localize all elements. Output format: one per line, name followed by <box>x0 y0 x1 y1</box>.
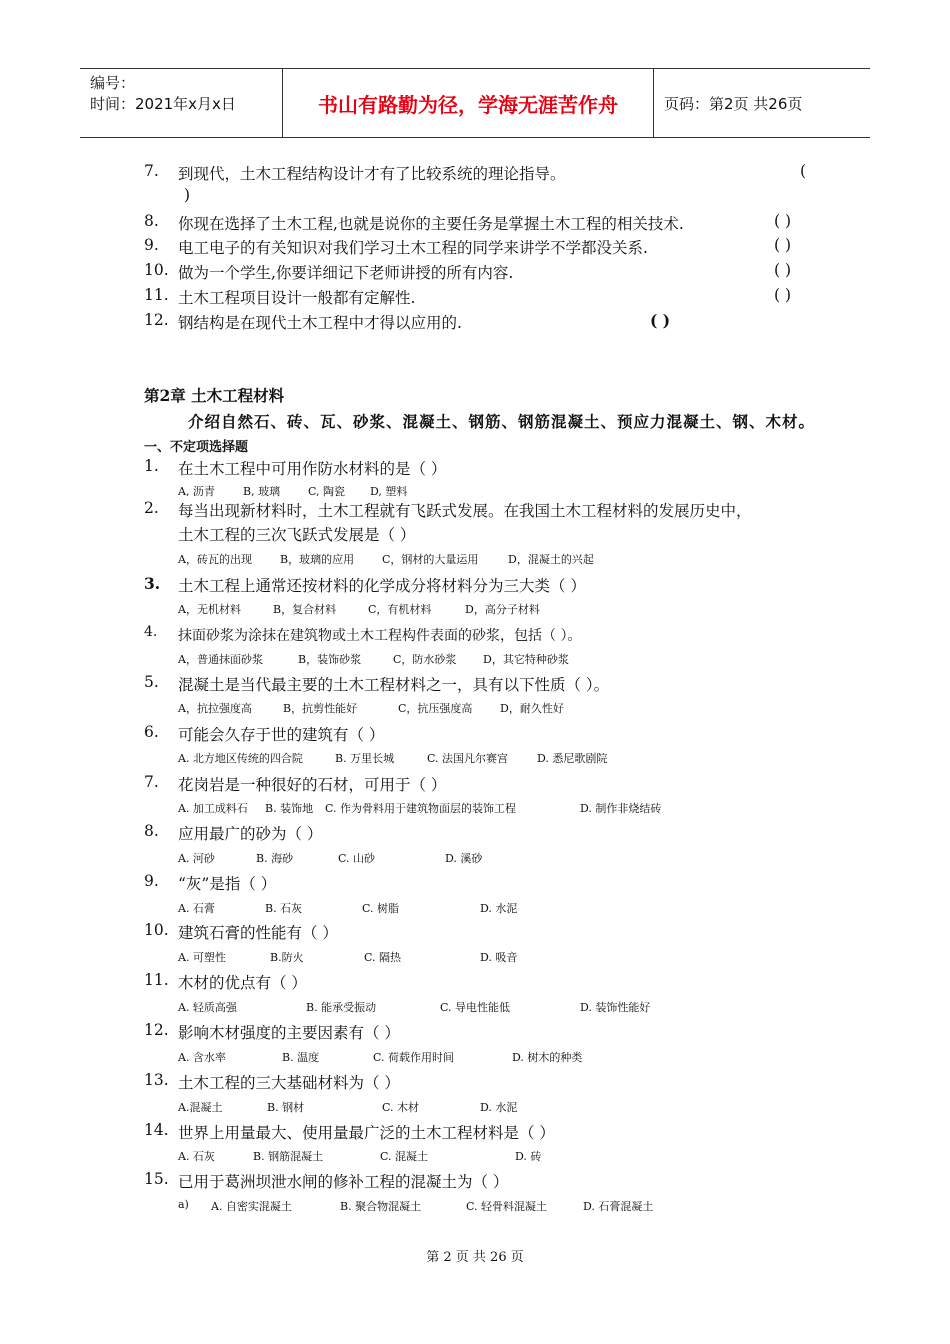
option: C，钢材的大量运用 <box>382 553 479 566</box>
question-text: 世界上用量最大、使用量最广泛的土木工程材料是（ ） <box>178 1124 555 1142</box>
option: A，无机材料 <box>178 603 241 616</box>
option: D. 制作非烧结砖 <box>580 802 662 815</box>
option: D. 水泥 <box>480 1101 518 1114</box>
question-number: 7. <box>144 162 159 180</box>
document-number-label: 编号： <box>90 74 136 92</box>
option: C. 法国凡尔赛宫 <box>427 752 509 765</box>
option: B. 温度 <box>282 1051 320 1064</box>
question-text: 到现代，土木工程结构设计才有了比较系统的理论指导。 <box>178 165 566 183</box>
option: A. 加工成料石 <box>178 802 248 815</box>
question-number: 13. <box>144 1071 169 1089</box>
answer-paren: ( ) <box>650 311 671 330</box>
question-number: 11. <box>144 971 169 989</box>
question-text: 土木工程的三大基础材料为（ ） <box>178 1074 400 1092</box>
option: C. 轻骨料混凝土 <box>466 1200 548 1213</box>
option: B，装饰砂浆 <box>298 653 362 666</box>
option: B.防火 <box>270 951 304 964</box>
option: D，高分子材料 <box>465 603 540 616</box>
option: D. 装饰性能好 <box>580 1001 651 1014</box>
option: A. 石灰 <box>178 1150 215 1163</box>
question-number: 10. <box>144 261 169 279</box>
question-number: 11. <box>144 286 169 304</box>
answer-paren: ( ) <box>774 236 792 254</box>
answer-paren: ( ) <box>774 286 792 304</box>
question-text: “灰”是指（ ） <box>178 875 277 893</box>
question-text: 电工电子的有关知识对我们学习土木工程的同学来讲学不学都没关系. <box>178 239 648 257</box>
question-text: 抹面砂浆为涂抹在建筑物或土木工程构件表面的砂浆，包括（ ）。 <box>178 628 582 644</box>
option: D. 石膏混凝土 <box>583 1200 654 1213</box>
question-text: 土木工程上通常还按材料的化学成分将材料分为三大类（ ） <box>178 577 586 595</box>
option: C. 山砂 <box>338 852 376 865</box>
option: D，混凝土的兴起 <box>508 553 594 566</box>
question-number: 3. <box>144 574 161 593</box>
option: B. 石灰 <box>265 902 303 915</box>
option: C. 树脂 <box>362 902 400 915</box>
question-text: 影响木材强度的主要因素有（ ） <box>178 1024 400 1042</box>
option: B，抗剪性能好 <box>283 702 358 715</box>
question-number: 9. <box>144 236 159 254</box>
option: B. 能承受振动 <box>306 1001 377 1014</box>
option: A. 自密实混凝土 <box>211 1200 292 1213</box>
question-text: 已用于葛洲坝泄水闸的修补工程的混凝土为（ ） <box>178 1173 509 1191</box>
question-number: 12. <box>144 1021 169 1039</box>
option: D. 砖 <box>515 1150 542 1163</box>
question-number: 8. <box>144 822 159 840</box>
chapter-intro: 介绍自然石、砖、瓦、砂浆、混凝土、钢筋、钢筋混凝土、预应力混凝土、钢、木材。 <box>188 412 816 431</box>
option: B. 海砂 <box>256 852 294 865</box>
question-number: 6. <box>144 723 159 741</box>
option: A. 北方地区传统的四合院 <box>178 752 303 765</box>
option: A. 轻质高强 <box>178 1001 237 1014</box>
option: D. 悉尼歌剧院 <box>537 752 608 765</box>
header-meta <box>80 69 282 137</box>
question-text: 土木工程的三次飞跃式发展是（ ） <box>178 526 416 544</box>
question-text: 木材的优点有（ ） <box>178 974 307 992</box>
question-text: 可能会久存于世的建筑有（ ） <box>178 726 385 744</box>
section-heading: 一、不定项选择题 <box>144 440 249 455</box>
option: D. 吸音 <box>480 951 518 964</box>
document-date: 时间：2021年x月x日 <box>90 95 236 113</box>
question-number: 15. <box>144 1170 169 1188</box>
question-text: 应用最广的砂为（ ） <box>178 825 323 843</box>
option: A. 河砂 <box>178 852 215 865</box>
option: A，抗拉强度高 <box>178 702 252 715</box>
question-text: 在土木工程中可用作防水材料的是（ ） <box>178 460 447 478</box>
answer-paren: ( <box>800 162 807 180</box>
option: B, 玻璃 <box>243 485 281 498</box>
option: D. 溪砂 <box>445 852 483 865</box>
option: A. 石膏 <box>178 902 215 915</box>
page-footer: 第 2 页 共 26 页 <box>426 1250 524 1265</box>
question-text: 建筑石膏的性能有（ ） <box>178 924 338 942</box>
option: B，玻璃的应用 <box>280 553 355 566</box>
option: D，其它特种砂浆 <box>483 653 569 666</box>
option: A, 沥青 <box>178 485 215 498</box>
question-number: 1. <box>144 457 159 475</box>
question-text: 花岗岩是一种很好的石材，可用于（ ） <box>178 776 447 794</box>
option: C. 混凝土 <box>380 1150 429 1163</box>
question-text: 土木工程项目设计一般都有定解性. <box>178 289 416 307</box>
option: C，有机材料 <box>368 603 432 616</box>
option: B. 万里长城 <box>335 752 395 765</box>
option: B，复合材料 <box>273 603 337 616</box>
answer-paren: ( ) <box>774 261 792 279</box>
header-page-info: 页码：第2页 共26页 <box>664 94 803 113</box>
answer-paren: ( ) <box>774 212 792 230</box>
header-motto: 书山有路勤为径，学海无涯苦作舟 <box>282 69 654 137</box>
option: C. 作为骨料用于建筑物面层的装饰工程 <box>325 802 517 815</box>
question-number: 12. <box>144 311 169 329</box>
option: A. 含水率 <box>178 1051 226 1064</box>
question-text: 钢结构是在现代土木工程中才得以应用的. <box>178 314 462 332</box>
option: A，普通抹面砂浆 <box>178 653 263 666</box>
option: A. 可塑性 <box>178 951 226 964</box>
question-number: 4. <box>144 624 158 640</box>
question-text: 混凝土是当代最主要的土木工程材料之一，具有以下性质（ ）。 <box>178 676 610 694</box>
option-list-marker: a) <box>178 1198 189 1211</box>
option: C，抗压强度高 <box>398 702 473 715</box>
question-number: 2. <box>144 499 159 517</box>
question-text: 你现在选择了土木工程,也就是说你的主要任务是掌握土木工程的相关技术. <box>178 215 684 233</box>
option: D. 水泥 <box>480 902 518 915</box>
question-text: 做为一个学生,你要详细记下老师讲授的所有内容. <box>178 264 514 282</box>
question-number: 14. <box>144 1121 169 1139</box>
question-number: 10. <box>144 921 169 939</box>
question-number: 7. <box>144 773 159 791</box>
option: B. 钢材 <box>267 1101 305 1114</box>
option: C. 隔热 <box>364 951 402 964</box>
option: B. 聚合物混凝土 <box>340 1200 422 1213</box>
option: C. 荷载作用时间 <box>373 1051 455 1064</box>
question-number: 5. <box>144 673 159 691</box>
option: D，耐久性好 <box>500 702 564 715</box>
option: D, 塑料 <box>370 485 408 498</box>
chapter-title: 第2章 土木工程材料 <box>144 386 285 405</box>
answer-paren: ) <box>184 186 191 204</box>
option: A，砖瓦的出现 <box>178 553 252 566</box>
question-number: 9. <box>144 872 159 890</box>
option: C. 木材 <box>382 1101 420 1114</box>
option: C, 陶瓷 <box>308 485 346 498</box>
option: C，防水砂浆 <box>393 653 457 666</box>
page-header <box>80 68 870 138</box>
option: B. 钢筋混凝土 <box>253 1150 324 1163</box>
option: D. 树木的种类 <box>512 1051 583 1064</box>
question-number: 8. <box>144 212 159 230</box>
option: A.混凝土 <box>178 1101 223 1114</box>
option: B. 装饰地 <box>265 802 314 815</box>
option: C. 导电性能低 <box>440 1001 511 1014</box>
question-text: 每当出现新材料时，土木工程就有飞跃式发展。在我国土木工程材料的发展历史中， <box>178 502 752 520</box>
